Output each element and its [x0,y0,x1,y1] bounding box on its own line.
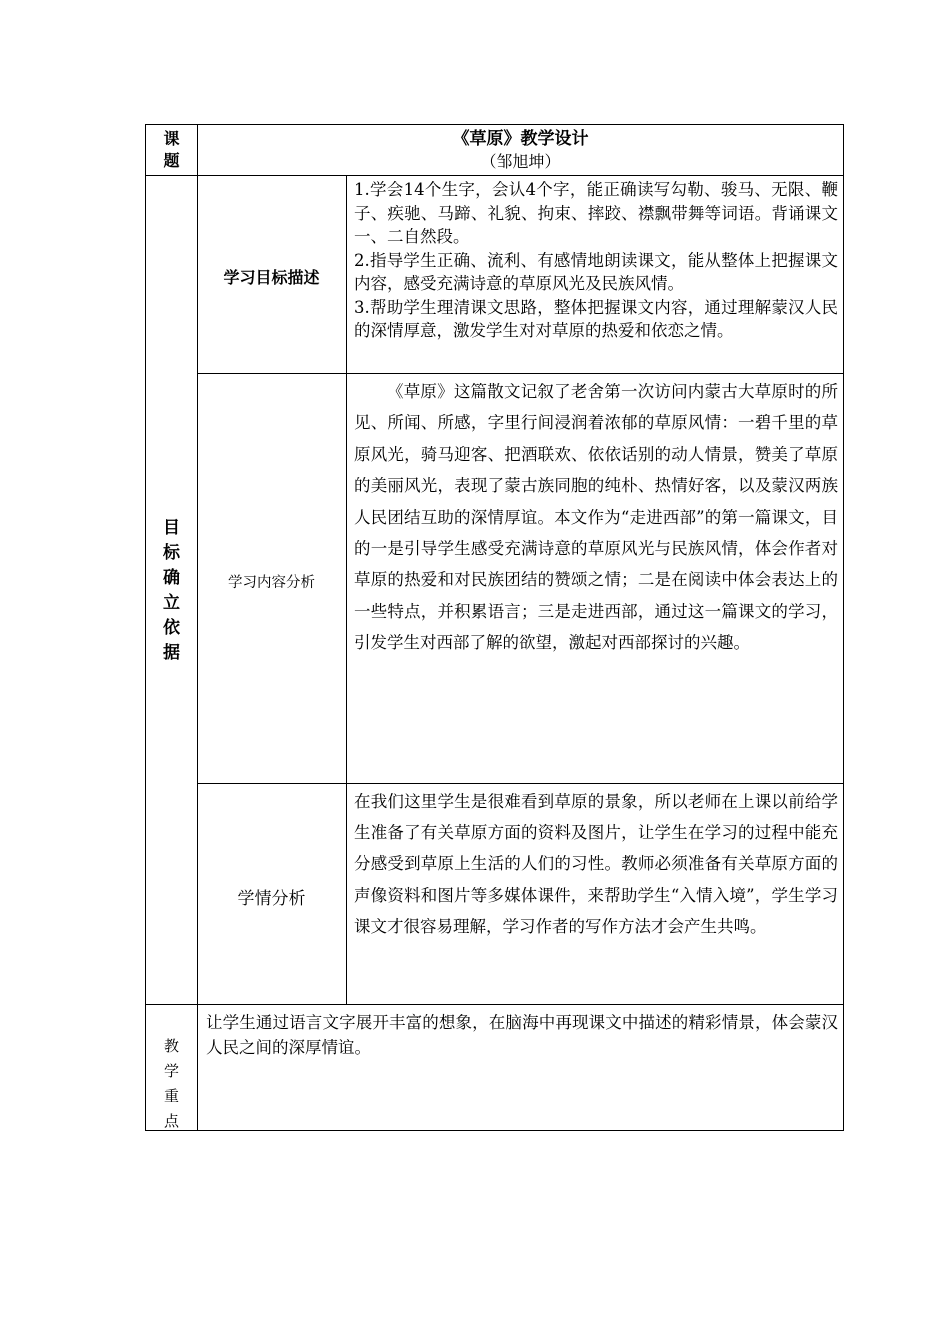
goals-label: 学习目标描述 [223,268,320,287]
content-analysis-text: 《草原》这篇散文记叙了老舍第一次访问内蒙古大草原时的所见、所闻、所感，字里行间浸润着浓郁的草原风情：一碧千里的草原风光，骑马迎客、把酒联欢、依依话别的动人情景，赞美了草原的美丽风光，表现了蒙古族同胞的纯朴、热情好客，以及蒙汉两族人民团结互助的深情厚谊。本文作为“走进西部”的第一篇课文，目的一是引导学生感受充满诗意的草原风光与民族风情，体会作者对草原的热爱和对民族团结的赞颂之情；二是在阅读中体会表达上的一些特点，并积累语言；三是走进西部，通过这一篇课文的学习，引发学生对西部了解的欲望，激起对西部探讨的兴趣。 [354,382,838,653]
content-analysis-label: 学习内容分析 [228,575,315,591]
goals-list [354,178,838,343]
lesson-title: 《草原》教学设计 [452,129,589,149]
focus-label-char: 教 [163,1037,179,1055]
basis-label-char: 据 [163,643,180,663]
teaching-focus-text: 让学生通过语言文字展开丰富的想象，在脑海中再现课文中描述的精彩情景，体会蒙汉人民之间的深厚情谊。 [206,1013,838,1057]
table-row-divider [198,373,844,374]
focus-label-char: 点 [163,1112,179,1130]
table-row-divider [198,783,844,784]
basis-label [146,516,197,666]
basis-label-char: 依 [163,618,180,638]
basis-label-char: 目 [163,518,180,538]
table-border-top [145,124,844,125]
learner-analysis-label: 学情分析 [237,889,306,909]
lesson-author: （邹旭坤） [480,152,561,171]
table-col-divider [346,175,347,1004]
goal-item: 2.指导学生正确、流利、有感情地朗读课文，能从整体上把握课文内容，感受充满诗意的草原风光及民族风情。 [354,250,838,293]
topic-label-char: 课 [163,129,180,148]
topic-label [146,128,197,172]
table-row-divider [145,175,844,176]
basis-label-char: 确 [163,568,180,588]
learner-analysis-text: 在我们这里学生是很难看到草原的景象，所以老师在上课以前给学生准备了有关草原方面的资料及图片，让学生在学习的过程中能充分感受到草原上生活的人们的习性。教师必须准备有关草原方面的声像资料和图片等多媒体课件，来帮助学生“入情入境”，学生学习课文才很容易理解，学习作者的写作方法才会产生共鸣。 [354,792,838,936]
focus-label-char: 重 [163,1087,179,1105]
goal-item: 3.帮助学生理清课文思路，整体把握课文内容，通过理解蒙汉人民的深情厚意，激发学生对对草原的热爱和依恋之情。 [354,297,838,340]
basis-label-char: 立 [163,593,180,613]
table-row-divider [145,1004,844,1005]
table-border-bottom [145,1130,844,1131]
focus-label-char: 学 [163,1062,179,1080]
focus-label [146,1034,197,1134]
goal-item: 1.学会14个生字，会认4个字，能正确读写勾勒、骏马、无限、鞭子、疾驰、马蹄、礼貌、拘束、摔跤、襟飘带舞等词语。背诵课文一、二自然段。 [354,180,838,246]
topic-label-char: 题 [163,151,180,170]
basis-label-char: 标 [163,543,180,563]
table-border-right [843,124,844,1131]
